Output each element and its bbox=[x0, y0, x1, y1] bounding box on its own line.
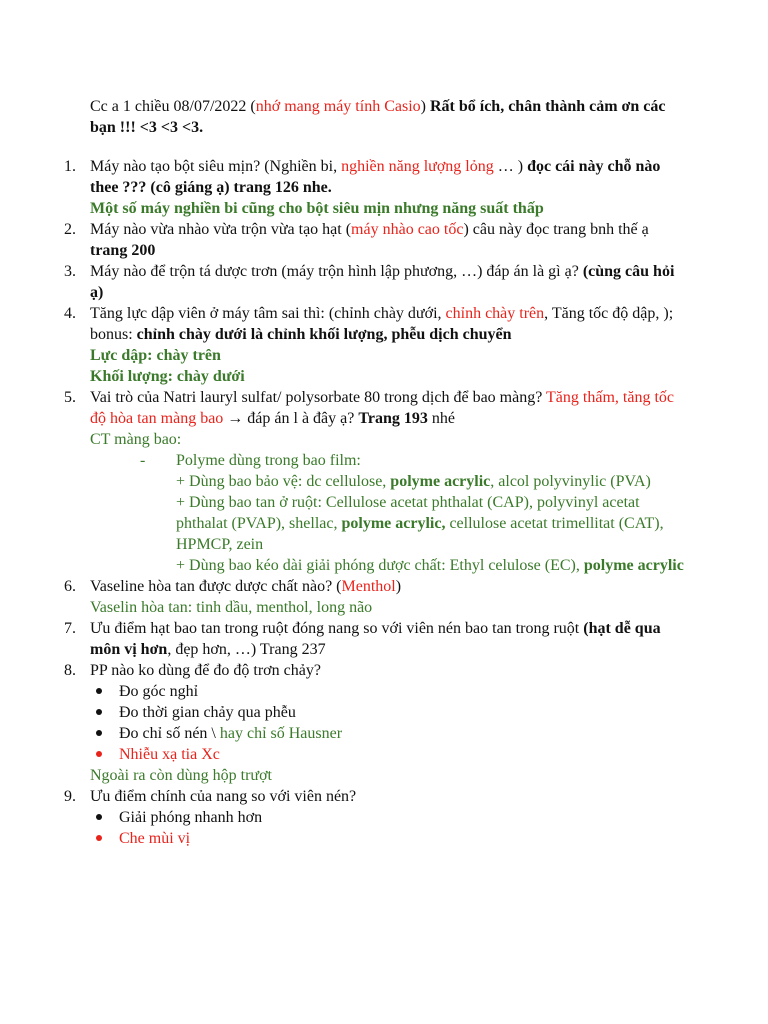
ct-title: CT màng bao: bbox=[90, 431, 182, 448]
list-item bbox=[90, 807, 690, 828]
answer-highlight: nghiền năng lượng lỏng bbox=[341, 158, 494, 175]
comment-bold: (cùng câu hỏi ạ) bbox=[90, 263, 675, 301]
intro-text: Cc a 1 chiều 08/07/2022 ( bbox=[90, 98, 256, 115]
question-text: Máy nào để trộn tá dược trơn (máy trộn hình lập phương, …) đáp án là gì ạ? bbox=[90, 263, 583, 280]
question-number: 6. bbox=[64, 578, 76, 595]
bullet-list bbox=[90, 807, 690, 849]
list-item bbox=[90, 723, 690, 744]
question-8 bbox=[64, 660, 690, 786]
green-note: Vaselin hòa tan: tinh dầu, menthol, long não bbox=[90, 599, 373, 616]
question-number: 8. bbox=[64, 662, 76, 679]
polyme-title: Polyme dùng trong bao film: bbox=[176, 452, 361, 469]
question-text: , Tăng tốc độ dập, ); bbox=[544, 305, 674, 322]
question-number: 4. bbox=[64, 305, 76, 322]
answer-bold: (hạt dễ qua môn vị hơn bbox=[90, 620, 661, 658]
bonus-label: bonus: bbox=[90, 326, 137, 343]
intro-paragraph bbox=[90, 96, 690, 138]
intro-thanks: Rất bổ ích, chân thành cảm ơn các bạn !!! <3 <3 <3. bbox=[90, 98, 666, 136]
page-reference: trang 200 bbox=[90, 242, 156, 259]
question-number: 9. bbox=[64, 788, 76, 805]
question-text: Tăng lực dập viên ở máy tâm sai thì: (chỉnh chày dưới, bbox=[90, 305, 446, 322]
list-item bbox=[90, 702, 690, 723]
list-item-green: hay chỉ số Hausner bbox=[219, 725, 343, 742]
polyme-bold: polyme acrylic bbox=[390, 473, 491, 490]
question-text: … ) bbox=[493, 158, 528, 175]
polyme-item: cellulose acetat trimellitat (CAT), HPMCP, zein bbox=[176, 515, 664, 553]
question-number: 3. bbox=[64, 263, 76, 280]
question-number: 7. bbox=[64, 620, 76, 637]
question-text: ) bbox=[395, 578, 402, 595]
question-text: Ưu điểm chính của nang so với viên nén? bbox=[90, 788, 357, 805]
polyme-block bbox=[140, 450, 690, 576]
question-5 bbox=[64, 387, 690, 576]
bullet-icon bbox=[96, 751, 102, 757]
question-text: Ưu điểm hạt bao tan trong ruột đóng nang so với viên nén bao tan trong ruột bbox=[90, 620, 584, 637]
green-note: Lực dập: chày trên bbox=[90, 347, 221, 364]
list-item-text: Giải phóng nhanh hơn bbox=[119, 809, 263, 826]
bullet-icon bbox=[96, 709, 102, 715]
question-number: 2. bbox=[64, 221, 76, 238]
list-item-text: Đo thời gian chảy qua phễu bbox=[119, 704, 296, 721]
list-item-answer: Nhiễu xạ tia Xc bbox=[119, 746, 220, 763]
bullet-icon bbox=[96, 730, 102, 736]
list-item-answer: Che mùi vị bbox=[119, 830, 191, 847]
polyme-item: + Dùng bao bảo vệ: dc cellulose, bbox=[176, 473, 391, 490]
question-text: ) câu này đọc trang bnh thế ạ bbox=[463, 221, 649, 238]
bullet-icon bbox=[96, 814, 102, 820]
question-text: Vaseline hòa tan được dược chất nào? ( bbox=[90, 578, 342, 595]
list-item bbox=[90, 681, 690, 702]
polyme-bold: polyme acrylic bbox=[583, 557, 684, 574]
dash-bullet: - bbox=[140, 452, 146, 469]
question-number: 1. bbox=[64, 158, 76, 175]
question-text: Máy nào tạo bột siêu mịn? (Nghiền bi, bbox=[90, 158, 342, 175]
question-1 bbox=[64, 156, 690, 219]
question-text: nhé bbox=[427, 410, 455, 427]
answer-highlight: Tăng thấm, tăng tốc độ hòa tan màng bao bbox=[90, 389, 674, 427]
question-text: → đáp án l à đây ạ? bbox=[223, 410, 359, 427]
polyme-bold: polyme acrylic, bbox=[341, 515, 446, 532]
page-reference: Trang 193 bbox=[358, 410, 428, 427]
comment-bold: đọc cái này chỗ nào thee ??? (cô giáng ạ) trang 126 nhe. bbox=[90, 158, 661, 196]
answer-highlight: chỉnh chày trên bbox=[445, 305, 545, 322]
question-6 bbox=[64, 576, 690, 618]
polyme-item: + Dùng bao kéo dài giải phóng dược chất: Ethyl celulose (EC), bbox=[176, 557, 584, 574]
question-text: PP nào ko dùng để đo độ trơn chảy? bbox=[90, 662, 321, 679]
question-text: Máy nào vừa nhào vừa trộn vừa tạo hạt ( bbox=[90, 221, 352, 238]
bullet-icon bbox=[96, 688, 102, 694]
answer-highlight: máy nhào cao tốc bbox=[351, 221, 464, 238]
green-note: Ngoài ra còn dùng hộp trượt bbox=[90, 767, 272, 784]
list-item bbox=[90, 744, 690, 765]
intro-casio-note: nhớ mang máy tính Casio bbox=[255, 98, 421, 115]
list-item-text: Đo góc nghỉ bbox=[119, 683, 199, 700]
green-note: Một số máy nghiền bi cũng cho bột siêu mịn nhưng năng suất thấp bbox=[90, 200, 544, 217]
question-4 bbox=[64, 303, 690, 387]
question-text: , đẹp hơn, …) Trang 237 bbox=[167, 641, 326, 658]
bullet-icon bbox=[96, 835, 102, 841]
question-text: Vai trò của Natri lauryl sulfat/ polysorbate 80 trong dịch để bao màng? bbox=[90, 389, 547, 406]
answer-highlight: Menthol bbox=[341, 578, 396, 595]
list-item bbox=[90, 828, 690, 849]
green-note: Khối lượng: chày dưới bbox=[90, 368, 245, 385]
polyme-item: , alcol polyvinylic (PVA) bbox=[490, 473, 651, 490]
question-number: 5. bbox=[64, 389, 76, 406]
question-2 bbox=[64, 219, 690, 261]
list-item-text: Đo chỉ số nén \ bbox=[119, 725, 220, 742]
question-3 bbox=[64, 261, 690, 303]
question-list bbox=[64, 156, 690, 849]
question-9 bbox=[64, 786, 690, 849]
polyme-item: + Dùng bao tan ở ruột: Cellulose acetat phthalat (CAP), polyvinyl acetat phthalat (PVAP), shellac, bbox=[176, 494, 640, 532]
intro-text-close: ) bbox=[420, 98, 430, 115]
bonus-text: chỉnh chày dưới là chỉnh khối lượng, phễu dịch chuyển bbox=[136, 326, 512, 343]
bullet-list bbox=[90, 681, 690, 765]
question-7 bbox=[64, 618, 690, 660]
